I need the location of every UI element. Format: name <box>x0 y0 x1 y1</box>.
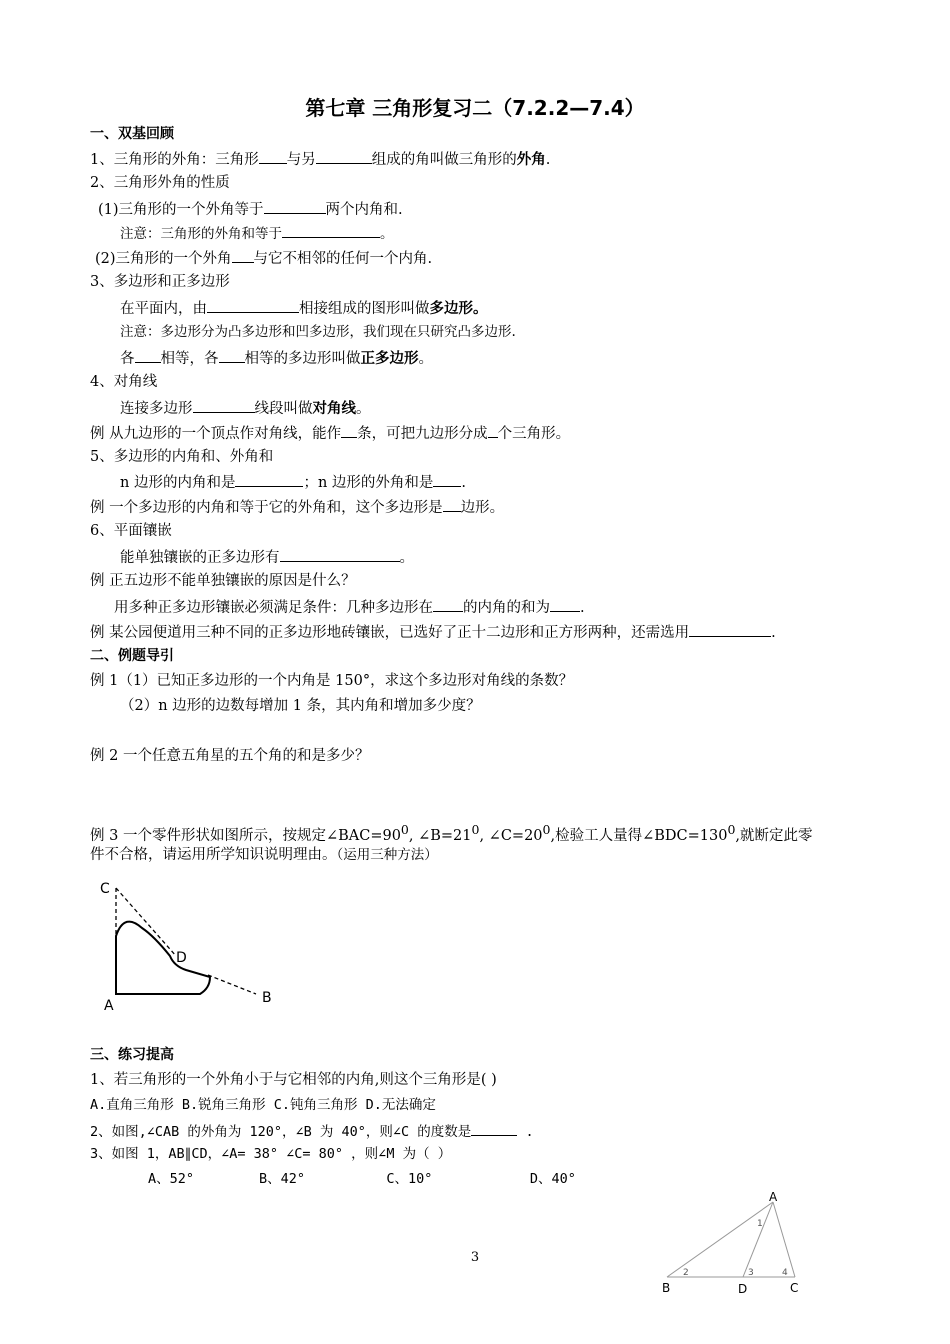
section-2-heading: 二、例题导引 <box>90 648 174 664</box>
blank[interactable] <box>550 596 580 612</box>
question-1: 1、若三角形的一个外角小于与它相邻的内角,则这个三角形是( ) <box>90 1072 497 1088</box>
label-b: B <box>662 1281 671 1295</box>
line-14: n 边形的内角和是 ；n 边形的外角和是 . <box>120 471 466 493</box>
angle-4-label: 4 <box>782 1268 788 1278</box>
triangle-figure <box>655 1186 805 1296</box>
question-2: 2、如图,∠CAB 的外角为 120°，∠B 为 40°，则∠C 的度数是 . <box>90 1120 534 1142</box>
example-3-line-2: 件不合格，请运用所学知识说明理由。（运用三种方法） <box>90 847 438 863</box>
label-d: D <box>738 1282 748 1296</box>
line-5: (2)三角形的一个外角 与它不相邻的任何一个内角. <box>95 247 432 269</box>
blank[interactable] <box>488 422 498 438</box>
blank[interactable] <box>433 596 463 612</box>
line-3: (1)三角形的一个外角等于 两个内角和. <box>98 198 403 220</box>
blank[interactable] <box>443 496 461 512</box>
label-a: A <box>769 1190 778 1204</box>
example-1-part-1: 例 1（1）已知正多边形的一个内角是 150°，求这个多边形对角线的条数？ <box>90 673 574 689</box>
angle-2-label: 2 <box>683 1268 689 1278</box>
line-10: 4、对角线 <box>90 374 158 390</box>
line-9: 各 相等，各 相等的多边形叫做正多边形。 <box>120 347 433 369</box>
blank[interactable] <box>259 148 287 164</box>
section-3-heading: 三、练习提高 <box>90 1047 174 1063</box>
label-c: C <box>100 881 110 897</box>
line-11: 连接多边形 线段叫做对角线。 <box>120 397 371 419</box>
blank[interactable] <box>433 471 461 487</box>
dashed-db <box>208 975 256 994</box>
line-4: 注意：三角形的外角和等于 。 <box>120 222 394 244</box>
blank[interactable] <box>235 471 303 487</box>
label-c: C <box>790 1281 799 1295</box>
line-16: 6、平面镶嵌 <box>90 523 172 539</box>
blank[interactable] <box>471 1120 517 1136</box>
label-b: B <box>262 990 272 1006</box>
line-20: 例 某公园便道用三种不同的正多边形地砖镶嵌，已选好了正十二边形和正方形两种，还需选用 . <box>90 621 776 643</box>
segment-ad <box>743 1202 773 1277</box>
line-12: 例 从九边形的一个顶点作对角线，能作 条，可把九边形分成 个三角形。 <box>90 422 570 444</box>
blank[interactable] <box>280 546 400 562</box>
line-13: 5、多边形的内角和、外角和 <box>90 449 274 465</box>
example-1-part-2: （2）n 边形的边数每增加 1 条，其内角和增加多少度？ <box>120 698 481 714</box>
blank[interactable] <box>689 621 771 637</box>
example-2: 例 2 一个任意五角星的五个角的和是多少？ <box>90 748 370 764</box>
line-6: 3、多边形和正多边形 <box>90 274 230 290</box>
part-outline <box>116 922 210 994</box>
line-2: 2、三角形外角的性质 <box>90 175 230 191</box>
line-7: 在平面内，由 相接组成的图形叫做多边形。 <box>120 297 488 319</box>
angle-1-label: 1 <box>757 1219 763 1229</box>
blank[interactable] <box>282 222 380 238</box>
label-d: D <box>176 950 187 966</box>
blank[interactable] <box>316 148 372 164</box>
line-15: 例 一个多边形的内角和等于它的外角和，这个多边形是 边形。 <box>90 496 504 518</box>
question-3-options: A、52° B、42° C、10° D、40° <box>148 1171 576 1187</box>
label-a: A <box>104 998 114 1014</box>
question-1-options: A.直角三角形 B.锐角三角形 C.钝角三角形 D.无法确定 <box>90 1097 436 1113</box>
question-3: 3、如图 1，AB∥CD，∠A= 38° ∠C= 80° ，则∠M 为（ ） <box>90 1146 452 1162</box>
blank[interactable] <box>219 347 245 363</box>
angle-3-label: 3 <box>748 1268 754 1278</box>
line-17: 能单独镶嵌的正多边形有 。 <box>120 546 414 568</box>
section-1-heading: 一、双基回顾 <box>90 126 174 142</box>
line-18: 例 正五边形不能单独镶嵌的原因是什么？ <box>90 573 356 589</box>
line-8: 注意：多边形分为凸多边形和凹多边形，我们现在只研究凸多边形. <box>120 324 516 340</box>
page-number: 3 <box>470 1250 480 1265</box>
blank[interactable] <box>193 397 255 413</box>
line-1: 1、三角形的外角：三角形 与另 组成的角叫做三角形的外角. <box>90 148 550 170</box>
side-ac <box>773 1202 795 1277</box>
blank[interactable] <box>135 347 161 363</box>
page-title: 第七章 三角形复习二（7.2.2—7.4） <box>305 96 645 120</box>
blank[interactable] <box>264 198 326 214</box>
line-19: 用多种正多边形镶嵌必须满足条件：几种多边形在 的内角的和为 . <box>114 596 585 618</box>
side-ab <box>667 1202 773 1277</box>
example-3-line-1: 例 3 一个零件形状如图所示，按规定$\angle BAC=90^0$, $\angle B=21^0$, $\angle C=20^0$,检验工人量得$\angle BDC=130^0$,就断定此零 <box>90 822 813 844</box>
blank[interactable] <box>341 422 357 438</box>
part-shape-figure <box>96 872 286 1017</box>
blank[interactable] <box>207 297 299 313</box>
blank[interactable] <box>232 247 254 263</box>
